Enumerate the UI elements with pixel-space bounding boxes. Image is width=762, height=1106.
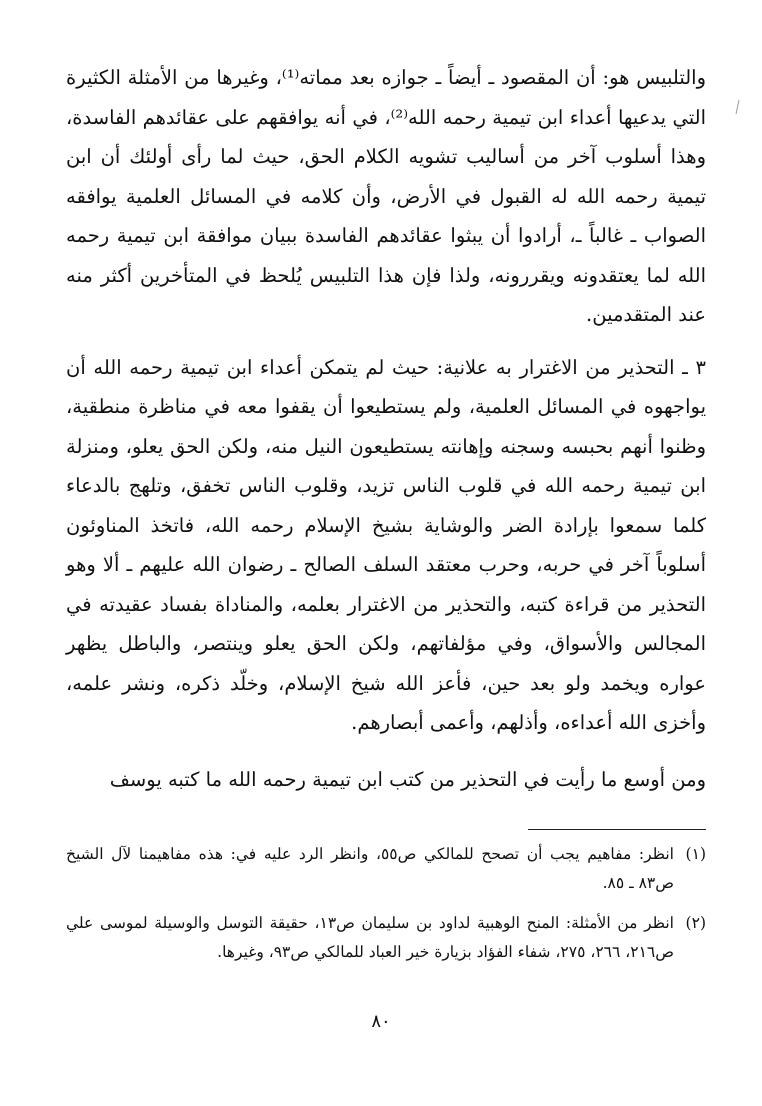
footnote-separator — [528, 829, 706, 830]
footnote-1 — [66, 840, 706, 898]
page-number: ٨٠ — [371, 1011, 391, 1032]
margin-mark — [736, 100, 740, 114]
footnote-text: انظر من الأمثلة: المنح الوهبية لداود بن سليمان ص١٣، حقيقة التوسل والوسيلة لموسى علي ص٢١٦، ٢٦٦، ٢٧٥، شفاء الفؤاد بزيارة خير العباد للمالكي ص٩٣، وغيرها. — [66, 914, 674, 961]
footnote-text: انظر: مفاهيم يجب أن تصحح للمالكي ص٥٥، وانظر الرد عليه في: هذه مفاهيمنا لآل الشيخ ص٨٣ ـ ٨٥. — [66, 845, 674, 892]
paragraph-2: ٣ ـ التحذير من الاغترار به علانية: حيث لم يتمكن أعداء ابن تيمية رحمه الله أن يواجهوه في المسائل العلمية، ولم يستطيعوا أن يقفوا معه في مناظرة منطقية، وظنوا أنهم بحبسه وسجنه وإهانته يستطيعون النيل منه، ولكن الحق يعلو، ومنزلة ابن تيمية رحمه الله في قلوب الناس تزيد، وقلوب الناس تخفق، وتلهج بالدعاء كلما سمعوا بإرادة الضر والوشاية بشيخ الإسلام رحمه الله، فاتخذ المناوئون أسلوباً آخر في حربه، وحرب معتقد السلف الصالح ـ رضوان الله عليهم ـ ألا وهو التحذير من قراءة كتبه، والتحذير من الاغترار بعلمه، والمناداة بفساد عقيدته في المجالس والأسواق، وفي مؤلفاتهم، ولكن الحق يعلو وينتصر، والباطل يظهر عواره ويخمد ولو بعد حين، فأعز الله شيخ الإسلام، وخلّد ذكره، ونشر علمه، وأخزى الله أعداءه، وأذلهم، وأعمى أبصارهم. — [66, 355, 706, 734]
paragraph-1: والتلبيس هو: أن المقصود ـ أيضاً ـ جوازه بعد مماته⁽¹⁾، وغيرها من الأمثلة الكثيرة التي يدعيها أعداء ابن تيمية رحمه الله⁽²⁾، في أنه يوافقهم على عقائدهم الفاسدة، وهذا أسلوب آخر من أساليب تشويه الكلام الحق، حيث لما رأى أولئك أن ابن تيمية رحمه الله له القبول في الأرض، وأن كلامه في المسائل العلمية يوافقه الصواب ـ غالباً ـ، أرادوا أن يبثوا عقائدهم الفاسدة ببيان موافقة ابن تيمية رحمه الله لما يعتقدونه ويقررونه، ولذا فإن هذا التلبيس يُلحظ في المتأخرين أكثر منه عند المتقدمين. — [66, 66, 706, 326]
paragraph-3: ومن أوسع ما رأيت في التحذير من كتب ابن تيمية رحمه الله ما كتبه يوسف — [109, 767, 706, 791]
footnote-2 — [66, 909, 706, 967]
footnote-number: (٢) — [685, 914, 706, 932]
footnotes — [66, 840, 706, 967]
footnote-separator-wrap — [66, 799, 706, 830]
footnote-number: (١) — [685, 845, 706, 863]
